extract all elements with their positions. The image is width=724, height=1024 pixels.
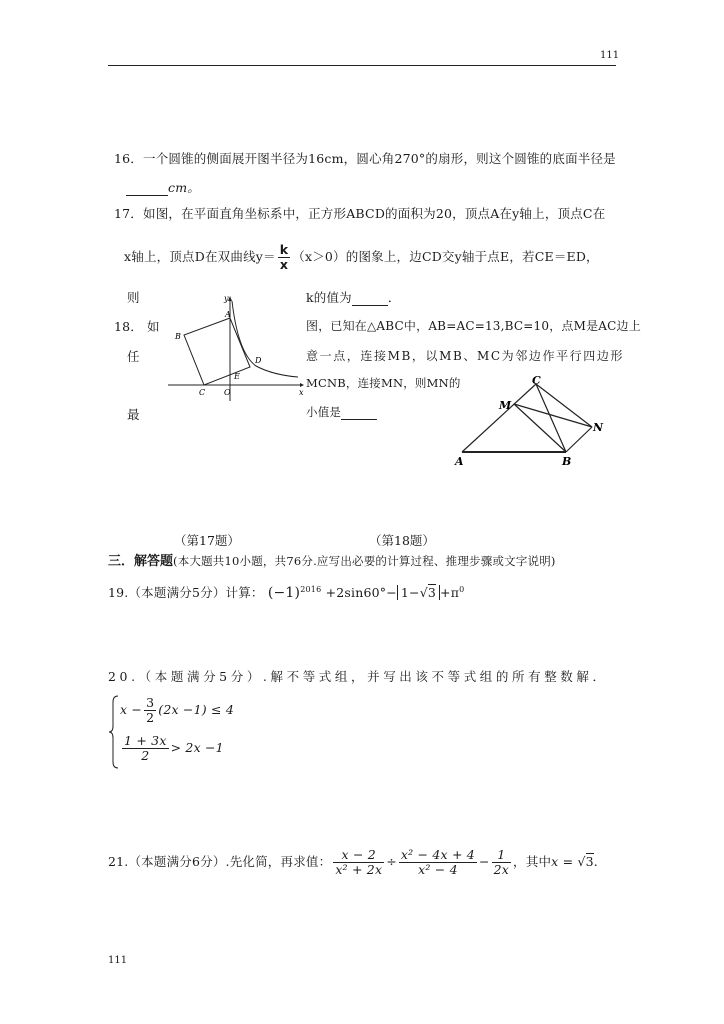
q20-i2-num: 1 + 3x bbox=[124, 733, 167, 748]
fig18-label-b: B bbox=[562, 455, 572, 468]
q21-f1-den: x² + 2x bbox=[335, 861, 383, 877]
q21-fraction-1 bbox=[333, 848, 384, 877]
q18-char-2: 任 bbox=[127, 349, 140, 364]
q18-char-1: 如 bbox=[147, 319, 160, 334]
q21-f2-num: x² − 4x + 4 bbox=[400, 847, 475, 862]
fig17-label-x: x bbox=[299, 388, 304, 397]
q20-i1-a: x − bbox=[120, 701, 143, 717]
q21-f3-num: 1 bbox=[492, 848, 511, 863]
section3-description: (本大题共10小题，共76分.应写出必要的计算过程、推理步骤或文字说明) bbox=[173, 554, 556, 568]
q19-abs-a: 1− bbox=[400, 585, 420, 600]
fig18-label-a: A bbox=[455, 455, 464, 468]
caption-fig17: （第17题） bbox=[174, 533, 240, 548]
q18-text-4 bbox=[306, 404, 377, 420]
q20-i1-num: 3 bbox=[146, 695, 155, 710]
q18-char-3: 最 bbox=[127, 407, 140, 422]
q21-f3-den: 2x bbox=[493, 861, 510, 877]
q18-text-3: MCNB，连接MN，则MN的 bbox=[306, 376, 461, 390]
q17-line3-text: k的值为 bbox=[306, 290, 352, 305]
figure-18 bbox=[452, 372, 612, 470]
fig18-side-ac bbox=[462, 384, 536, 452]
q20-i1-den: 2 bbox=[146, 709, 155, 725]
q17-line3-a: 则 bbox=[127, 290, 140, 305]
header-rule bbox=[108, 65, 616, 66]
q18-text-2: 意一点，连接MB，以MB、MC为邻边作平行四边形 bbox=[306, 349, 625, 363]
q20-inequality-system bbox=[108, 694, 258, 770]
q20-inequality-1 bbox=[120, 696, 234, 725]
q21-expression: 21.（本题满分6分）.先化简，再求值： $\frac{x - 2}{\text{x² + 2x}}$ ÷ $\frac{\text{x² − 4x + 4}}{\text{x² − 4}}$ − $\frac{1}{2x}$ ，其中x = √3. bbox=[108, 847, 598, 877]
q17-line2-a: x轴上，顶点D在双曲线y＝ bbox=[124, 248, 276, 264]
q16-line1: 16．一个圆锥的侧面展开图半径为16cm，圆心角270°的扇形，则这个圆锥的底面半径是 bbox=[114, 151, 616, 166]
q21-cond-root: 3 bbox=[585, 853, 594, 869]
fig17-y-arrow bbox=[228, 296, 232, 301]
q18-number: 18． bbox=[114, 319, 144, 334]
q18-text-1: 图，已知在△ABC中，AB=AC=13,BC=10，点M是AC边上 bbox=[306, 319, 641, 333]
fig17-label-y: y bbox=[224, 294, 229, 303]
q21-prefix: 21.（本题满分6分）.先化简，再求值： bbox=[108, 853, 332, 869]
q19-base: (−1) bbox=[267, 585, 301, 601]
q20-text: 20.（本题满分5分）.解不等式组，并写出该不等式组的所有整数解． bbox=[108, 669, 609, 684]
fig18-segment-cn bbox=[536, 384, 592, 427]
q19-tail-exponent: 0 bbox=[459, 584, 465, 594]
fig18-label-c: C bbox=[532, 374, 541, 387]
footer-page-number: 111 bbox=[108, 955, 128, 966]
q16-answer-blank bbox=[126, 180, 168, 196]
header-page-number: 111 bbox=[600, 50, 620, 61]
q20-inequality-2 bbox=[120, 734, 224, 763]
fig17-label-d: D bbox=[255, 356, 262, 365]
q21-fraction-2 bbox=[399, 848, 477, 877]
q19-exponent: 2016 bbox=[300, 584, 322, 594]
q19-tail: +π bbox=[440, 585, 460, 600]
fig17-x-arrow bbox=[300, 383, 304, 387]
q17-line2-b: （x＞0）的图象上，边CD交y轴于点E，若CE＝ED， bbox=[292, 248, 599, 264]
q17-line3-end: ． bbox=[387, 290, 401, 305]
q20-i1-b: (2x −1) ≤ 4 bbox=[158, 701, 234, 717]
fig17-hyperbola bbox=[232, 301, 298, 377]
section3-title: 三．解答题 bbox=[108, 554, 174, 569]
q21-cond-a: x = bbox=[551, 853, 578, 869]
q17-line3-b bbox=[306, 288, 401, 306]
q19-root: 3 bbox=[427, 585, 437, 600]
fig18-label-m: M bbox=[499, 399, 512, 412]
fig17-label-c: C bbox=[199, 388, 206, 397]
q21-f2-den: x² − 4 bbox=[418, 861, 458, 877]
q21-op-1: ÷ bbox=[386, 853, 397, 869]
q17-line2 bbox=[124, 243, 599, 272]
fig17-label-e: E bbox=[234, 372, 240, 381]
q21-fraction-3 bbox=[492, 848, 511, 877]
q20-i1-fraction bbox=[144, 696, 156, 725]
fig18-segment-nb bbox=[566, 427, 592, 452]
q16-unit: cm。 bbox=[168, 180, 200, 195]
q21-op-2: − bbox=[478, 853, 490, 869]
q17-line1: 17．如图，在平面直角坐标系中，正方形ABCD的面积为20，顶点A在y轴上，顶点C在 bbox=[114, 206, 606, 221]
q20-i2-fraction bbox=[122, 734, 169, 763]
q18-text-4-label: 小值是 bbox=[306, 405, 342, 419]
q20-i2-den: 2 bbox=[141, 747, 150, 763]
q18-answer-blank bbox=[341, 405, 377, 420]
q21-cond-end: . bbox=[593, 853, 598, 869]
q19-mid: +2sin60°− bbox=[325, 585, 397, 600]
fig17-square bbox=[184, 318, 250, 385]
fig18-label-n: N bbox=[593, 421, 604, 434]
q17-fraction bbox=[278, 243, 291, 272]
fig17-label-b: B bbox=[175, 332, 181, 341]
q21-suffix: ，其中 bbox=[513, 853, 552, 869]
q20-i2-b: > 2x −1 bbox=[170, 739, 224, 755]
q19-absolute-value: 1−√3 bbox=[397, 585, 440, 600]
q16-line2 bbox=[126, 178, 200, 196]
q20-brace-icon bbox=[108, 694, 120, 770]
section3-heading bbox=[108, 550, 556, 569]
caption-fig18: （第18题） bbox=[369, 533, 435, 548]
q17-frac-num: k bbox=[279, 242, 289, 257]
figure-17 bbox=[168, 293, 308, 403]
q21-f1-num: x − 2 bbox=[333, 848, 384, 863]
q17-frac-den: x bbox=[279, 256, 289, 272]
q19-expression bbox=[108, 583, 464, 601]
fig17-label-a: A bbox=[225, 310, 231, 319]
fig17-label-o: O bbox=[224, 388, 231, 397]
q17-answer-blank bbox=[352, 290, 388, 306]
q19-prefix: 19.（本题满分5分）计算： bbox=[108, 585, 264, 600]
